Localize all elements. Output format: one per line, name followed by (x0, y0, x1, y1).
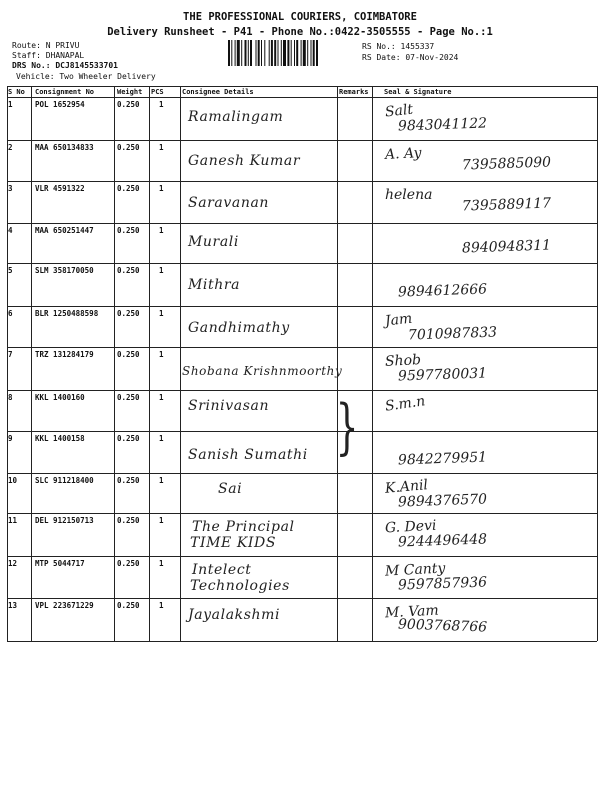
row-sno: 4 (8, 226, 13, 235)
row-sno: 3 (8, 184, 13, 193)
row-pcs: 1 (159, 143, 164, 152)
vehicle-label: Vehicle: Two Wheeler Delivery (16, 72, 156, 81)
row-sno: 12 (8, 559, 18, 568)
runsheet-title: THE PROFESSIONAL COURIERS, COIMBATORE (183, 11, 417, 23)
barcode-bar (258, 40, 260, 66)
row-consignee: Murali (188, 234, 239, 250)
barcode-bar (264, 40, 265, 66)
row-consignee-line2: Technologies (190, 578, 290, 594)
row-phone: 8940948311 (461, 237, 552, 257)
row-pcs: 1 (159, 226, 164, 235)
row-phone: 9843041122 (397, 115, 488, 135)
row-weight: 0.250 (117, 100, 140, 109)
row-weight: 0.250 (117, 184, 140, 193)
row-weight: 0.250 (117, 434, 140, 443)
barcode-bar (313, 40, 315, 66)
row-phone: 9894612666 (397, 281, 488, 301)
row-consignment: POL 1652954 (35, 100, 85, 109)
column-divider (180, 86, 181, 641)
barcode-bar (235, 40, 236, 66)
row-consignment: VLR 4591322 (35, 184, 85, 193)
row-pcs: 1 (159, 434, 164, 443)
barcode-bar (271, 40, 273, 66)
row-pcs: 1 (159, 516, 164, 525)
row-weight: 0.250 (117, 559, 140, 568)
row-phone: 9244496448 (397, 531, 488, 551)
barcode-bar (248, 40, 249, 66)
row-divider (7, 641, 597, 642)
row-pcs: 1 (159, 559, 164, 568)
row-consignee: Sai (218, 481, 243, 497)
barcode-bar (311, 40, 312, 66)
row-weight: 0.250 (117, 476, 140, 485)
row-divider (7, 431, 597, 432)
barcode-bar (301, 40, 302, 66)
barcode-bar (245, 40, 247, 66)
row-signature: M Canty (384, 560, 446, 580)
row-weight: 0.250 (117, 393, 140, 402)
row-sno: 13 (8, 601, 18, 610)
row-weight: 0.250 (117, 309, 140, 318)
row-pcs: 1 (159, 309, 164, 318)
row-signature: M. Vam (384, 602, 440, 622)
row-sno: 11 (8, 516, 18, 525)
barcode-bar (231, 40, 232, 66)
row-phone: 9894376570 (397, 491, 488, 511)
barcode-bar (294, 40, 295, 66)
row-consignee-line2: TIME KIDS (190, 535, 277, 551)
row-signature: G. Devi (384, 517, 437, 537)
row-weight: 0.250 (117, 350, 140, 359)
row-sno: 6 (8, 309, 13, 318)
row-consignment: MAA 650251447 (35, 226, 94, 235)
barcode-bar (237, 40, 240, 66)
row-sno: 7 (8, 350, 13, 359)
row-divider (7, 306, 597, 307)
row-divider (7, 347, 597, 348)
row-consignment: BLR 1250488598 (35, 309, 99, 318)
row-signature: Shob (384, 352, 422, 370)
row-weight: 0.250 (117, 601, 140, 610)
column-divider (597, 86, 598, 641)
row-divider (7, 556, 597, 557)
row-divider (7, 263, 597, 264)
col-header-pcs: PCS (151, 88, 164, 96)
row-divider (7, 181, 597, 182)
row-consignment: KKL 1400160 (35, 393, 85, 402)
row-consignee: Shobana Krishnmoorthy (182, 364, 343, 378)
col-header-consignment: Consignment No (35, 88, 95, 96)
row-sno: 1 (8, 100, 13, 109)
barcode-bar (283, 40, 286, 66)
row-consignment: SLM 358170050 (35, 266, 94, 275)
row-phone: 9597780031 (397, 365, 488, 385)
drs-label (12, 61, 118, 71)
barcode-bar (269, 40, 270, 66)
barcode-bar (274, 40, 276, 66)
barcode-bar (261, 40, 262, 66)
row-sno: 10 (8, 476, 18, 485)
rs-number: RS No.: 1455337 (362, 42, 435, 51)
row-phone: 9842279951 (397, 449, 488, 469)
row-pcs: 1 (159, 350, 164, 359)
row-sno: 5 (8, 266, 13, 275)
group-brace: } (335, 392, 359, 462)
column-divider (7, 86, 8, 641)
row-signature: S.m.n (384, 393, 427, 415)
row-weight: 0.250 (117, 226, 140, 235)
row-divider (7, 223, 597, 224)
col-header-sno: S No (8, 88, 25, 96)
row-divider (7, 598, 597, 599)
column-divider (31, 86, 32, 641)
row-consignee: Saravanan (188, 195, 270, 211)
row-sno: 8 (8, 393, 13, 402)
barcode-bar (303, 40, 306, 66)
barcode-bar (241, 40, 242, 66)
staff-label: Staff: DHANAPAL (12, 51, 85, 60)
column-divider (372, 86, 373, 641)
row-divider (7, 140, 597, 141)
barcode-bar (228, 40, 230, 66)
route-label: Route: N PRIVU (12, 41, 80, 50)
row-signature: helena (385, 187, 433, 203)
drs-key: DRS No.: (12, 61, 51, 70)
barcode-bar (316, 40, 318, 66)
barcode-bar (250, 40, 252, 66)
row-consignee: Mithra (188, 277, 241, 293)
row-consignee: Srinivasan (188, 398, 270, 414)
barcode (228, 40, 356, 66)
rs-date: RS Date: 07-Nov-2024 (362, 53, 459, 62)
row-consignment: MAA 650134833 (35, 143, 94, 152)
column-divider (114, 86, 115, 641)
row-sno: 9 (8, 434, 13, 443)
row-phone: 7395885090 (461, 154, 552, 174)
row-divider (7, 513, 597, 514)
col-header-consignee: Consignee Details (182, 88, 254, 96)
barcode-bar (256, 40, 257, 66)
row-weight: 0.250 (117, 516, 140, 525)
row-consignment: MTP 5044717 (35, 559, 85, 568)
row-consignee: The Principal (192, 519, 295, 535)
row-consignment: VPL 223671229 (35, 601, 94, 610)
row-signature: K.Anil (384, 477, 429, 497)
row-pcs: 1 (159, 184, 164, 193)
runsheet-subtitle: Delivery Runsheet - P41 - Phone No.:0422-3505555 - Page No.:1 (107, 26, 493, 38)
row-weight: 0.250 (117, 143, 140, 152)
barcode-bar (307, 40, 308, 66)
row-signature: Salt (384, 101, 414, 121)
col-header-seal: Seal & Signature (384, 88, 452, 96)
row-consignment: SLC 911218400 (35, 476, 94, 485)
row-consignee: Gandhimathy (188, 320, 290, 336)
row-consignee: Sanish Sumathi (188, 447, 308, 463)
row-signature: Jam (384, 310, 413, 330)
barcode-bar (287, 40, 289, 66)
row-divider (7, 86, 597, 87)
drs-value: DCJ8145533701 (55, 61, 118, 70)
barcode-bar (281, 40, 282, 66)
row-weight: 0.250 (117, 266, 140, 275)
row-consignee: Ganesh Kumar (188, 153, 301, 169)
barcode-bar (278, 40, 279, 66)
col-header-weight: Weight (117, 88, 143, 96)
barcode-bar (296, 40, 298, 66)
row-consignment: TRZ 131284179 (35, 350, 94, 359)
row-consignee: Jayalakshmi (188, 607, 281, 623)
row-sno: 2 (8, 143, 13, 152)
row-pcs: 1 (159, 100, 164, 109)
row-divider (7, 390, 597, 391)
row-divider (7, 97, 597, 98)
row-pcs: 1 (159, 476, 164, 485)
row-consignee: Intelect (192, 562, 252, 578)
row-consignment: DEL 912150713 (35, 516, 94, 525)
row-consignment: KKL 1400158 (35, 434, 85, 443)
row-pcs: 1 (159, 601, 164, 610)
row-pcs: 1 (159, 266, 164, 275)
column-divider (149, 86, 150, 641)
col-header-remarks: Remarks (339, 88, 369, 96)
row-phone: 9597857936 (397, 574, 488, 594)
row-phone: 7395889117 (461, 195, 552, 215)
row-pcs: 1 (159, 393, 164, 402)
row-phone: 7010987833 (407, 324, 498, 344)
row-phone: 9003768766 (397, 616, 488, 636)
row-consignee: Ramalingam (188, 109, 284, 125)
row-divider (7, 473, 597, 474)
barcode-bar (291, 40, 292, 66)
row-signature: A. Ay (384, 145, 422, 163)
